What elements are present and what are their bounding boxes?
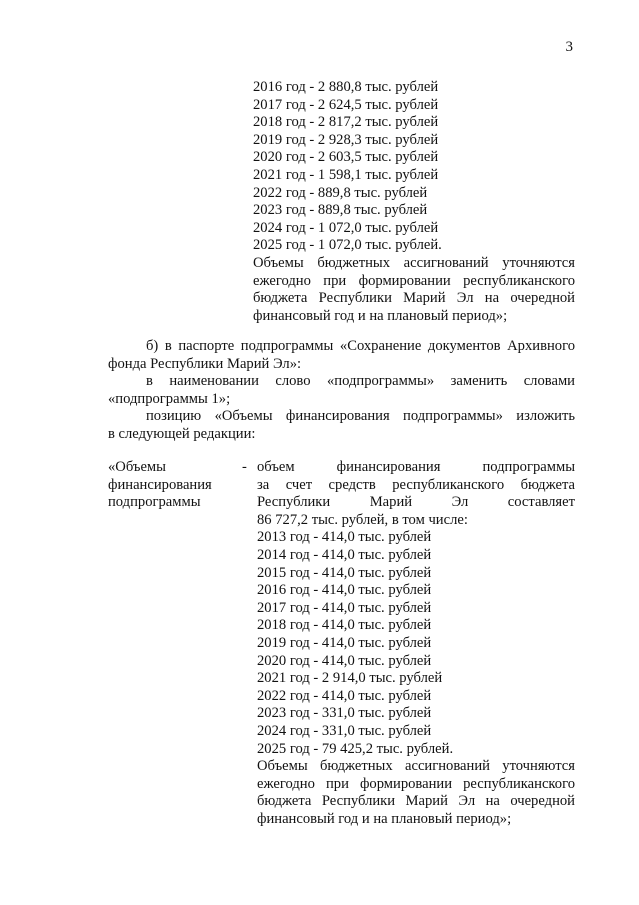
year-line: 2014 год - 414,0 тыс. рублей bbox=[257, 546, 432, 563]
year-line: 2013 год - 414,0 тыс. рублей bbox=[257, 529, 432, 546]
paragraph-name-change bbox=[108, 373, 575, 408]
year-line: 2024 год - 1 072,0 тыс. рублей bbox=[253, 219, 439, 236]
intro-line: Республики Марий Эл составляет bbox=[257, 494, 575, 511]
note-line: ежегодно при формировании республиканского bbox=[253, 272, 575, 289]
table-label-line: финансирования bbox=[108, 476, 212, 493]
note-line: бюджета Республики Марий Эл на очередной bbox=[253, 290, 575, 307]
year-line: 2015 год - 414,0 тыс. рублей bbox=[257, 564, 432, 581]
page-number: 3 bbox=[565, 39, 573, 55]
paragraph-line: в наименовании слово «подпрограммы» заменить словами bbox=[146, 373, 575, 389]
year-line: 2017 год - 2 624,5 тыс. рублей bbox=[253, 96, 439, 113]
year-line: 2020 год - 2 603,5 тыс. рублей bbox=[253, 149, 439, 166]
year-line: 2025 год - 1 072,0 тыс. рублей. bbox=[253, 237, 442, 254]
top-budget-note bbox=[253, 255, 575, 325]
year-line: 2022 год - 414,0 тыс. рублей bbox=[257, 687, 432, 704]
top-year-list bbox=[253, 79, 575, 255]
paragraph-line: «подпрограммы 1»; bbox=[108, 390, 231, 407]
paragraph-line: позицию «Объемы финансирования подпрограммы» изложить bbox=[146, 408, 575, 424]
intro-line: за счет средств республиканского бюджета bbox=[257, 476, 575, 493]
year-line: 2024 год - 331,0 тыс. рублей bbox=[257, 722, 432, 739]
year-line: 2023 год - 889,8 тыс. рублей bbox=[253, 202, 428, 219]
year-line: 2021 год - 1 598,1 тыс. рублей bbox=[253, 166, 439, 183]
paragraph-line: б) в паспорте подпрограммы «Сохранение документов Архивного bbox=[146, 338, 575, 354]
year-line: 2019 год - 2 928,3 тыс. рублей bbox=[253, 131, 439, 148]
year-line: 2016 год - 2 880,8 тыс. рублей bbox=[253, 79, 439, 95]
table-label-line: подпрограммы bbox=[108, 494, 201, 511]
year-line: 2025 год - 79 425,2 тыс. рублей. bbox=[257, 740, 454, 757]
note-line: бюджета Республики Марий Эл на очередной bbox=[257, 793, 575, 810]
intro-line: объем финансирования подпрограммы bbox=[257, 459, 575, 475]
table-dash: - bbox=[242, 459, 247, 475]
year-line: 2018 год - 414,0 тыс. рублей bbox=[257, 617, 432, 634]
year-line: 2019 год - 414,0 тыс. рублей bbox=[257, 634, 432, 651]
paragraph-b bbox=[108, 338, 575, 373]
table-label-line: «Объемы bbox=[108, 459, 166, 475]
paragraph-position bbox=[108, 408, 575, 443]
paragraph-line: фонда Республики Марий Эл»: bbox=[108, 355, 302, 372]
year-line: 2018 год - 2 817,2 тыс. рублей bbox=[253, 114, 439, 131]
table-right-column bbox=[257, 459, 575, 828]
note-line: Объемы бюджетных ассигнований уточняются bbox=[257, 758, 575, 775]
intro-line: 86 727,2 тыс. рублей, в том числе: bbox=[257, 511, 468, 528]
year-line: 2021 год - 2 914,0 тыс. рублей bbox=[257, 670, 443, 687]
year-line: 2017 год - 414,0 тыс. рублей bbox=[257, 599, 432, 616]
paragraph-line: в следующей редакции: bbox=[108, 425, 256, 442]
table-left-column bbox=[108, 459, 248, 512]
year-line: 2022 год - 889,8 тыс. рублей bbox=[253, 184, 428, 201]
year-line: 2020 год - 414,0 тыс. рублей bbox=[257, 652, 432, 669]
year-line: 2023 год - 331,0 тыс. рублей bbox=[257, 705, 432, 722]
note-line: Объемы бюджетных ассигнований уточняются bbox=[253, 255, 575, 271]
note-line: ежегодно при формировании республиканского bbox=[257, 775, 575, 792]
year-line: 2016 год - 414,0 тыс. рублей bbox=[257, 582, 432, 599]
note-line: финансовый год и на плановый период»; bbox=[257, 810, 512, 827]
note-line: финансовый год и на плановый период»; bbox=[253, 307, 508, 324]
